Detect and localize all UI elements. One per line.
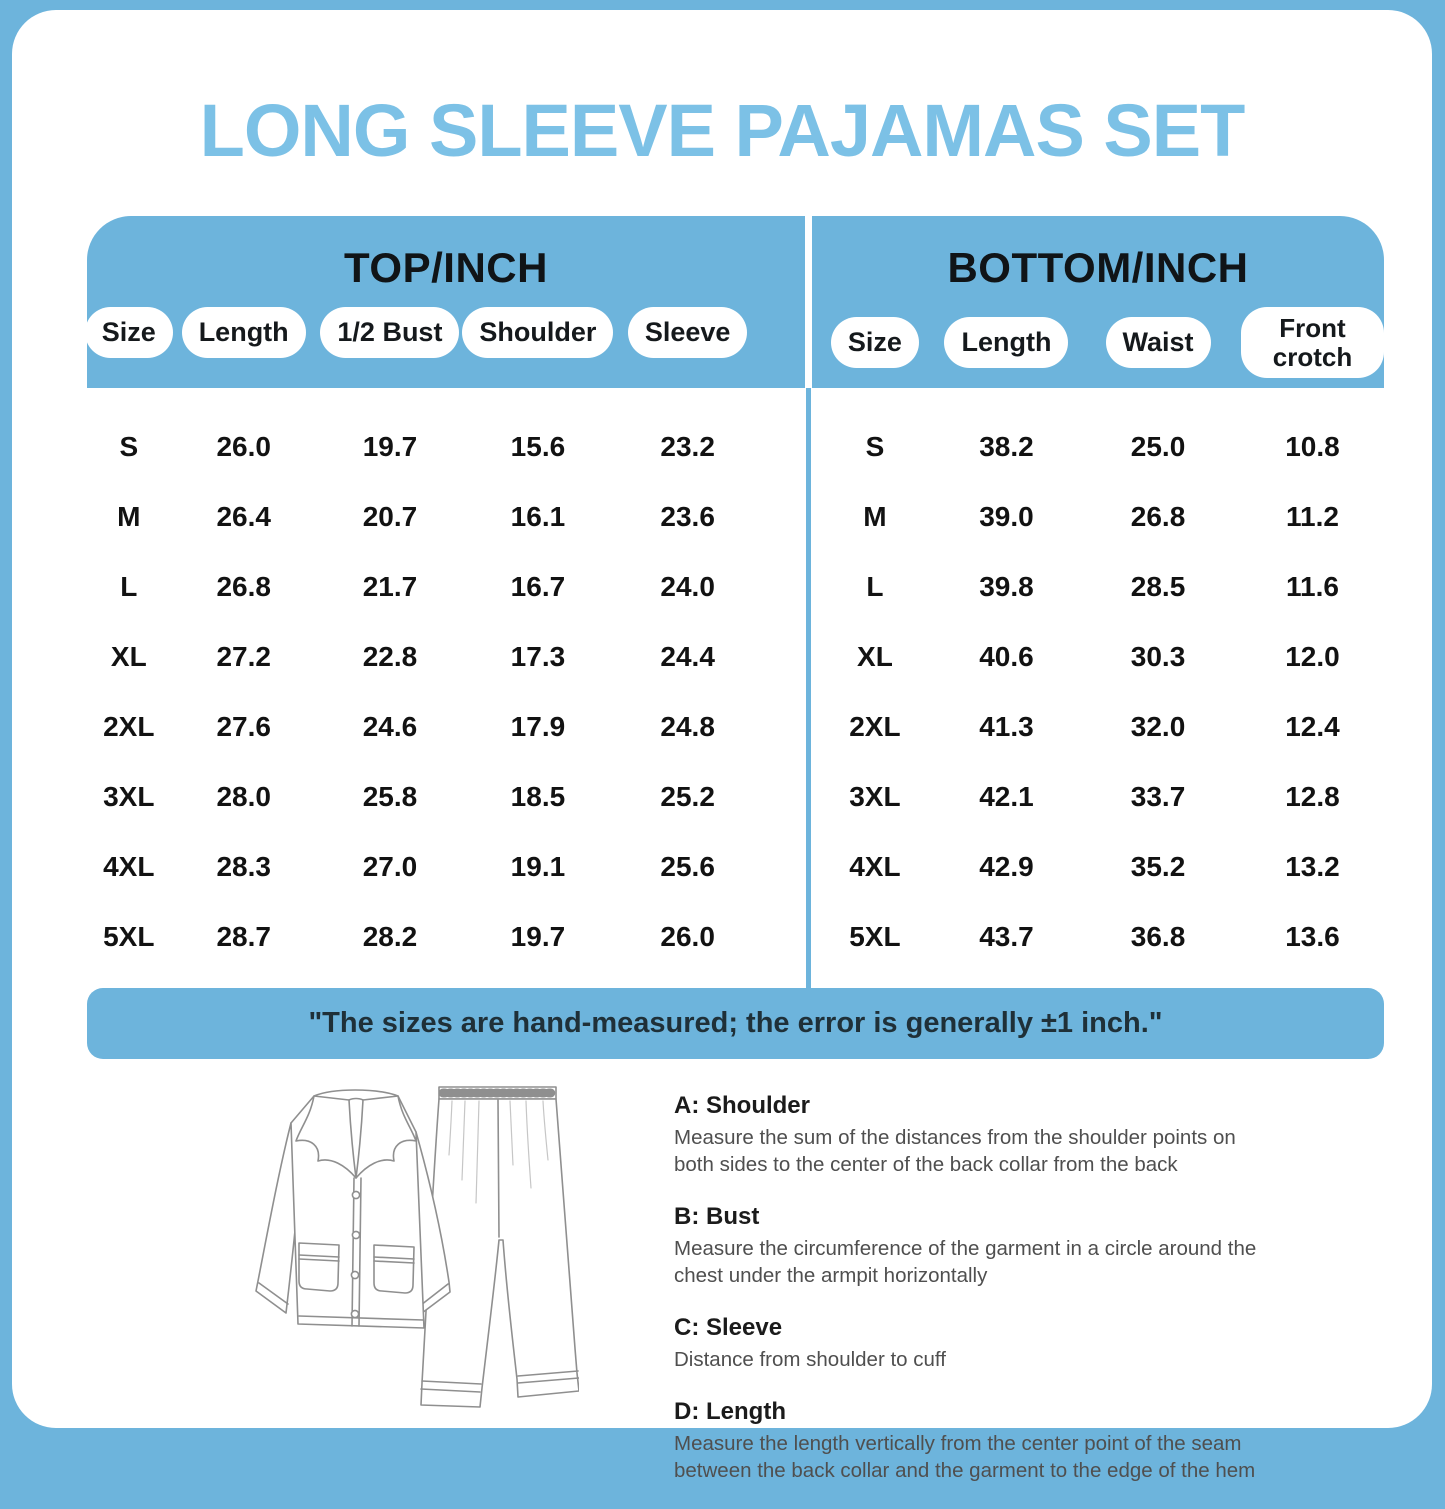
measurement-cell: 26.4 — [216, 501, 271, 532]
guide-item-shoulder — [674, 1092, 1264, 1178]
size-label-cell: 5XL — [849, 921, 901, 952]
measurement-cell: 15.6 — [510, 431, 566, 462]
measurement-cell: 24.0 — [660, 571, 715, 602]
table-divider — [806, 388, 811, 988]
size-label-cell: S — [865, 431, 885, 462]
measurement-cell: 23.6 — [660, 501, 715, 532]
size-label-cell: 5XL — [103, 921, 155, 952]
measurement-cell: 25.8 — [362, 781, 418, 812]
measurement-cell: 28.5 — [1130, 571, 1186, 602]
column-header-half-bust: 1/2 Bust — [320, 307, 459, 358]
measurement-cell: 12.8 — [1285, 781, 1340, 812]
measurement-cell: 41.3 — [979, 711, 1034, 742]
measurement-cell: 24.8 — [660, 711, 715, 742]
measurement-cell: 10.8 — [1285, 431, 1340, 462]
measurement-cell: 17.9 — [510, 711, 566, 742]
measurement-cell: 13.6 — [1285, 921, 1340, 952]
guide-item-bust — [674, 1203, 1264, 1289]
measurement-cell: 16.7 — [510, 571, 566, 602]
column-header-shoulder: Shoulder — [462, 307, 613, 358]
size-label-cell: L — [866, 571, 884, 602]
guide-item-label: C: Sleeve — [674, 1314, 783, 1342]
column-header-length: Length — [182, 307, 306, 358]
measurement-cell: 35.2 — [1130, 851, 1186, 882]
measurement-cell: 28.2 — [362, 921, 418, 952]
note-bar — [87, 988, 1384, 1059]
pants-drawing — [421, 1087, 579, 1407]
measurement-cell: 23.2 — [660, 431, 715, 462]
column-header-length: Length — [944, 317, 1068, 368]
shirt-drawing — [256, 1090, 450, 1328]
measurement-cell: 11.2 — [1285, 501, 1339, 532]
measurement-cell: 19.7 — [510, 921, 566, 952]
content-panel — [12, 10, 1432, 1483]
size-label-cell: M — [117, 501, 141, 532]
size-label-cell: 2XL — [103, 711, 155, 742]
measurement-cell: 12.4 — [1285, 711, 1340, 742]
measurement-cell: 43.7 — [979, 921, 1034, 952]
measurement-cell: 32.0 — [1130, 711, 1186, 742]
measurement-cell: 42.9 — [979, 851, 1034, 882]
size-label-cell: 2XL — [849, 711, 901, 742]
top-table-header — [87, 216, 805, 388]
measurement-cell: 28.7 — [216, 921, 271, 952]
measurement-cell: 25.2 — [660, 781, 715, 812]
size-tables — [87, 216, 1384, 988]
measurement-cell: 33.7 — [1130, 781, 1186, 812]
measurement-cell: 39.8 — [979, 571, 1034, 602]
guide-item-sleeve — [674, 1314, 1264, 1373]
measurement-cell: 26.8 — [1130, 501, 1186, 532]
guide-item-length — [674, 1398, 1264, 1484]
measurement-cell: 38.2 — [979, 431, 1034, 462]
guide-item-label: D: Length — [674, 1398, 786, 1426]
measurement-cell: 12.0 — [1285, 641, 1340, 672]
bottom-table-body — [812, 388, 1384, 972]
bottom-column-headers — [812, 307, 1384, 378]
measurement-cell: 19.1 — [510, 851, 566, 882]
measurement-cell: 28.3 — [216, 851, 271, 882]
measurement-cell: 27.0 — [362, 851, 418, 882]
measurement-cell: 20.7 — [362, 501, 418, 532]
measurement-cell: 26.0 — [660, 921, 715, 952]
bottom-table-header — [812, 216, 1384, 388]
top-table-title: TOP/INCH — [344, 244, 548, 291]
guide-item-text: Measure the length vertically from the center point of the seam between the back collar and the garment to the edge of the hem — [674, 1432, 1256, 1483]
page-title: LONG SLEEVE PAJAMAS SET — [199, 89, 1245, 172]
column-header-waist: Waist — [1106, 317, 1211, 368]
measurement-cell: 13.2 — [1285, 851, 1340, 882]
top-table-body — [87, 388, 805, 972]
guide-item-text: Distance from shoulder to cuff — [674, 1348, 946, 1372]
top-size-table — [87, 216, 805, 988]
size-label-cell: 4XL — [103, 851, 155, 882]
measurement-cell: 27.6 — [216, 711, 271, 742]
measurement-cell: 17.3 — [510, 641, 566, 672]
size-label-cell: 3XL — [849, 781, 901, 812]
guide-item-text: Measure the circumference of the garment in a circle around the chest under the armpit horizontally — [674, 1237, 1257, 1288]
size-label-cell: XL — [857, 641, 893, 672]
top-column-headers — [87, 307, 805, 358]
size-label-cell: 4XL — [849, 851, 901, 882]
size-label-cell: XL — [110, 641, 147, 672]
size-label-cell: M — [863, 501, 887, 532]
measurement-guide — [674, 1092, 1264, 1509]
measurement-cell: 25.6 — [660, 851, 715, 882]
measurement-cell: 16.1 — [510, 501, 566, 532]
measurement-cell: 42.1 — [979, 781, 1034, 812]
measurement-cell: 28.0 — [216, 781, 271, 812]
measurement-cell: 18.5 — [510, 781, 566, 812]
bottom-table-title: BOTTOM/INCH — [947, 244, 1249, 291]
measurement-cell: 26.0 — [216, 431, 271, 462]
measurement-cell: 25.0 — [1130, 431, 1186, 462]
guide-item-label: A: Shoulder — [674, 1092, 810, 1119]
size-label-cell: S — [119, 431, 139, 462]
column-header-size: Size — [831, 317, 919, 368]
measurement-cell: 30.3 — [1130, 641, 1186, 672]
column-header-size: Size — [85, 307, 173, 358]
measurement-cell: 26.8 — [216, 571, 271, 602]
size-label-cell: 3XL — [103, 781, 155, 812]
pajama-set-illustration — [255, 1085, 579, 1415]
column-header-sleeve: Sleeve — [628, 307, 748, 358]
note-text: "The sizes are hand-measured; the error is generally ±1 inch." — [308, 1007, 1163, 1039]
measurement-cell: 24.4 — [660, 641, 715, 672]
measurement-cell: 19.7 — [362, 431, 418, 462]
measurement-cell: 40.6 — [979, 641, 1034, 672]
measurement-cell: 21.7 — [362, 571, 418, 602]
bottom-size-table — [812, 216, 1384, 988]
measurement-cell: 39.0 — [979, 501, 1034, 532]
guide-item-text: Measure the sum of the distances from the shoulder points on both sides to the center of the back collar from the back — [674, 1126, 1236, 1177]
measurement-cell: 24.6 — [362, 711, 418, 742]
column-header-front-crotch: Front crotch — [1241, 307, 1384, 378]
measurement-cell: 11.6 — [1285, 571, 1339, 602]
guide-item-label: B: Bust — [674, 1203, 760, 1231]
measurement-cell: 27.2 — [216, 641, 271, 672]
measurement-cell: 36.8 — [1130, 921, 1186, 952]
measurement-cell: 22.8 — [362, 641, 418, 672]
size-label-cell: L — [120, 571, 138, 602]
